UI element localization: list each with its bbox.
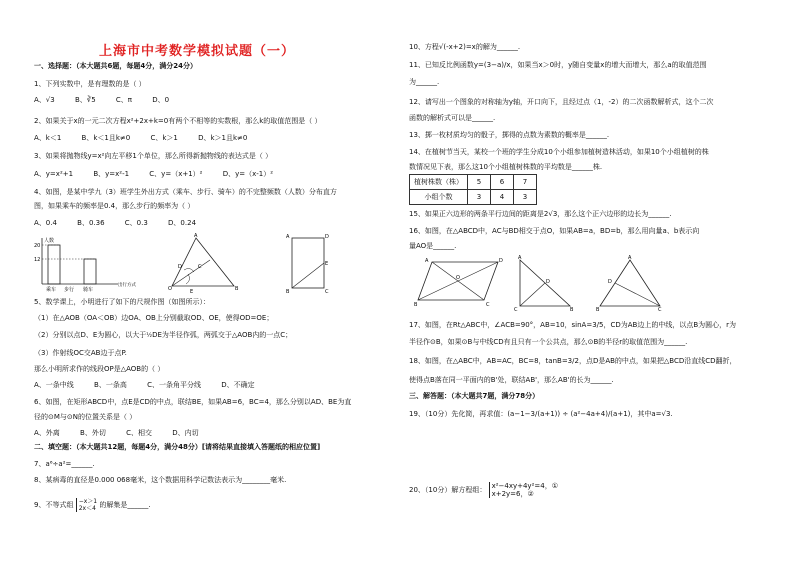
bar-ride [48,245,60,284]
question-13: 13、掷一枚材质均匀的骰子，掷得的点数为素数的概率是______. [409,131,610,139]
question-2-options [34,134,265,143]
histogram-figure [34,234,164,294]
x-axis-unit: 出行方式 [118,283,136,288]
svg-text:O: O [456,275,460,281]
option-b: B、k＜1且k≠0 [81,134,131,142]
right-triangle-figure [514,254,576,312]
option-a: A、√3 [34,96,55,104]
svg-text:B: B [596,307,600,312]
x-label-bike: 骑车 [83,287,94,293]
question-5-step3: （3）作射线OC交AB边于点P. [34,349,127,357]
svg-text:E: E [325,261,329,267]
question-17-line1: 17、如图，在Rt△ABC中，∠ACB=90°，AB=10，sinA=3/5，CD为AB边上的中线，以点B为圆心，r为 [409,321,737,329]
svg-text:B: B [414,302,418,308]
parallelogram-figure [414,254,506,308]
svg-text:C: C [198,264,202,270]
question-5-step1: （1）在△AOB（OA＜OB）边OA、OB上分别截取OD、OE，使得OD=OE； [34,314,274,322]
question-16-line1: 16、如图，在△ABCD中，AC与BD相交于点O，如果AB=a，BD=b，那么用向量a、b表示向 [409,227,700,235]
option-c: C、π [115,96,132,104]
option-c: C、相交 [126,429,152,437]
question-1-options [34,96,187,105]
svg-text:D: D [499,258,503,264]
option-c: C、y=（x+1）² [149,170,203,178]
question-19: 19、（10分）先化简，再求值：(a−1−3/(a+1)) ÷ (a²−4a+4)/(a+1)，其中a=√3. [409,410,673,418]
y-tick-20: 20 [34,243,41,249]
question-12-line2: 函数的解析式可以是______. [409,114,496,122]
table-header-groups: 小组个数 [410,190,468,205]
svg-text:C: C [658,307,662,312]
question-1: 1、下列实数中，是有理数的是（ ） [34,80,146,88]
option-a: A、0.4 [34,219,57,227]
question-3-options [34,170,291,179]
question-5-options [34,381,273,390]
svg-text:A: A [425,258,429,264]
question-11-line2: 为______. [409,78,440,86]
question-4-line1: 4、如图，是某中学九（3）班学生外出方式（乘车、步行、骑车）的不完整频数（人数）分布直方 [34,188,337,196]
option-c: C、k＞1 [150,134,178,142]
svg-text:C: C [514,307,518,312]
svg-text:D: D [608,279,612,285]
question-20: 20、（10分）解方程组： x²−4xy+4y²=4，① x+2y=6，② [409,482,558,498]
svg-text:B: B [286,289,290,294]
table-row: 植树株数（株） 5 6 7 [410,175,537,190]
angle-bisector-figure [168,232,243,294]
y-axis-unit: 人数 [44,238,55,244]
question-2: 2、如果关于x的一元二次方程x²+2x+k=0有两个不相等的实数根，那么k的取值范围是（ ） [34,117,322,125]
table-row: 小组个数 3 4 3 [410,190,537,205]
option-b: B、一条高 [94,381,127,389]
question-17-line2: 半径作⊙B，如果⊙B与中线CD有且只有一个公共点，那么⊙B的半径r的取值范围为______. [409,338,688,346]
option-b: B、0.36 [77,219,105,227]
x-label-ride: 乘车 [46,287,57,293]
svg-text:O: O [168,286,172,292]
question-11-line1: 11、已知反比例函数y=(3−a)/x，如果当x＞0时，y随自变量x的增大而增大，那么a的取值范围 [409,61,707,69]
question-4-line2: 图，如果乘车的频率是0.4，那么步行的频率为（ ） [34,202,195,210]
question-5-step2: （2）分别以点D、E为圆心，以大于½DE为半径作弧，两弧交于△AOB内的一点C； [34,331,293,339]
page-title: 上海市中考数学模拟试题（一） [98,44,295,59]
option-c: C、一条角平分线 [147,381,201,389]
svg-text:D: D [178,264,182,270]
option-a: A、一条中线 [34,381,74,389]
section-answer-header: 三、解答题：（本大题共7题，满分78分） [409,392,540,400]
option-a: A、k＜1 [34,134,62,142]
question-6-options [34,429,217,438]
y-tick-12: 12 [34,257,41,263]
option-d: D、不确定 [221,381,255,389]
question-14-line2: 数情况见下表，那么这10个小组植树株数的平均数是______株. [409,163,603,171]
option-d: D、0 [152,96,170,104]
svg-text:E: E [190,289,194,294]
question-16-line2: 量AO是______. [409,242,457,250]
table-header-count: 植树株数（株） [410,175,468,190]
question-5-prompt: 那么小明所求作的线段OP是△AOB的（ ） [34,365,165,373]
question-7: 7、a⁶÷a²=______. [34,460,95,468]
option-d: D、0.24 [168,219,197,227]
svg-text:A: A [628,255,632,261]
question-18-line2: 使得点B落在同一平面内的B'处，联结AB'，那么AB'的长为______. [409,376,614,384]
svg-text:A: A [518,255,522,261]
svg-text:B: B [235,286,239,292]
option-c: C、0.3 [124,219,148,227]
rectangle-figure [286,232,332,294]
svg-text:C: C [325,289,329,294]
question-9: 9、不等式组 −x＞1 2x＜4 的解集是______. [34,498,151,512]
option-b: B、∛5 [74,96,96,104]
question-6-line2: 径的⊙M与⊙N的位置关系是（ ） [34,413,137,421]
isosceles-triangle-figure [596,254,664,312]
question-3: 3、如果将抛物线y=x²向左平移1个单位，那么所得新抛物线的表达式是（ ） [34,152,273,160]
question-12-line1: 12、请写出一个图象的对称轴为y轴，开口向下，且经过点（1，-2）的二次函数解析式，这个二次 [409,98,714,106]
svg-text:C: C [486,302,490,308]
option-a: A、y=x²+1 [34,170,74,178]
option-a: A、外离 [34,429,60,437]
question-14-line1: 14、在植树节当天，某校一个班的学生分成10个小组参加植树造林活动，如果10个小组植树的株 [409,148,709,156]
section-choice-header: 一、选择题：（本大题共6题，每题4分，满分24分） [34,62,197,70]
bar-bike [84,259,96,284]
option-d: D、k＞1且k≠0 [198,134,248,142]
svg-text:D: D [546,279,550,285]
option-d: D、内切 [172,429,199,437]
tree-planting-table [409,174,537,205]
question-8: 8、某病毒的直径是0.000 068毫米，这个数据用科学记数法表示为________毫米. [34,476,287,484]
question-18-line1: 18、如图，在△ABC中，AB=AC，BC=8，tanB=3/2，点D是AB的中点，如果把△BCD沿直线CD翻折， [409,357,737,365]
option-b: B、外切 [80,429,106,437]
svg-text:A: A [194,233,198,239]
question-5: 5、数学课上，小明进行了如下的尺规作图（如图所示）： [34,298,210,306]
option-d: D、y=（x-1）² [222,170,274,178]
question-6-line1: 6、如图，在矩形ABCD中，点E是CD的中点，联结BE，如果AB=6，BC=4，那么分别以AD、BE为直 [34,398,352,406]
x-label-walk: 步行 [64,287,75,293]
svg-text:A: A [286,234,290,240]
question-15: 15、如果正六边形的两条平行边间的距离是2√3，那么这个正六边形的边长为______. [409,210,672,218]
question-10: 10、方程√(-x+2)=x的解为______. [409,43,521,51]
svg-text:B: B [570,307,574,312]
option-b: B、y=x²-1 [93,170,130,178]
svg-text:D: D [325,234,329,240]
question-4-options [34,219,214,228]
section-fill-header: 二、填空题：（本大题共12题，每题4分，满分48分）[请将结果直接填入答题纸的相应位置] [34,443,321,451]
